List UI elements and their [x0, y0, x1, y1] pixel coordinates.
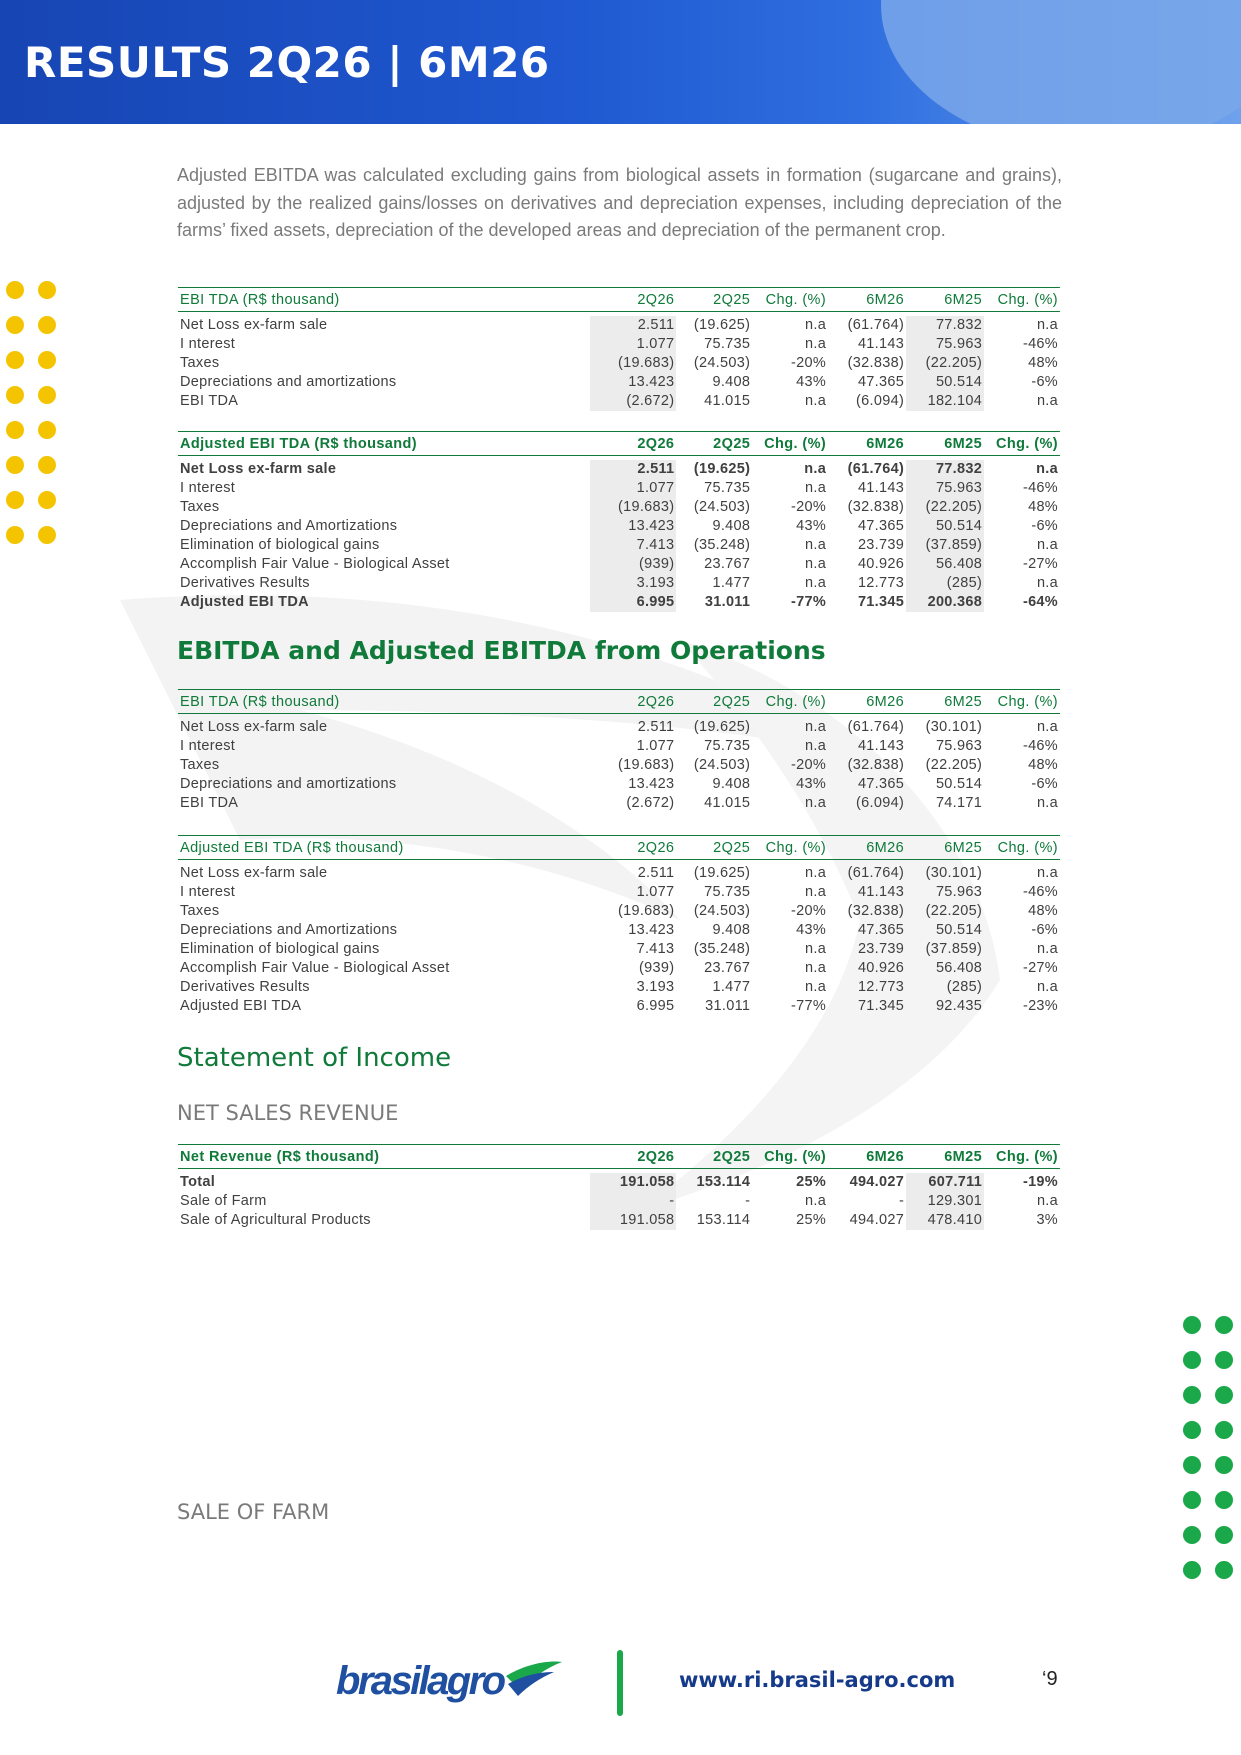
subtitle-sale-of-farm: SALE OF FARM [177, 1500, 330, 1524]
table-cell: n.a [1036, 461, 1058, 477]
table-row [178, 718, 1060, 737]
table-row [178, 737, 1060, 756]
table-cell: 71.345 [857, 998, 905, 1014]
column-header: Chg. (%) [984, 1145, 1060, 1169]
table-cell: 7.413 [636, 941, 675, 957]
table-cell: -6% [1031, 776, 1058, 792]
table-cell: n.a [805, 941, 827, 957]
column-header: 2Q26 [590, 690, 677, 714]
table-cell: 41.143 [857, 738, 905, 754]
column-header: Net Revenue (R$ thousand) [178, 1145, 590, 1169]
table-cell: n.a [805, 738, 827, 754]
column-header: 6M25 [906, 432, 984, 456]
table-cell: 47.365 [857, 374, 905, 390]
row-label: Taxes [180, 757, 220, 773]
table-cell: (35.248) [693, 941, 751, 957]
table-cell: (19.683) [590, 498, 677, 517]
table-header-row [178, 836, 1060, 860]
table-row [178, 978, 1060, 997]
table-cell: -20% [791, 757, 827, 773]
table-cell: n.a [805, 795, 827, 811]
table-cell: (61.764) [847, 317, 905, 333]
table-cell: 43% [796, 518, 827, 534]
section-title-income: Statement of Income [177, 1043, 452, 1073]
table-cell: (285) [946, 979, 983, 995]
table-row [178, 316, 1060, 335]
table-cell: 3.193 [590, 574, 677, 593]
table-cell: 9.408 [712, 922, 751, 938]
column-header: Chg. (%) [752, 690, 828, 714]
table-cell: 7.413 [590, 536, 677, 555]
table-row [178, 517, 1060, 536]
table-cell: 50.514 [906, 373, 984, 392]
table-cell: n.a [805, 1193, 827, 1209]
column-header: Chg. (%) [752, 288, 828, 312]
table-cell: 31.011 [705, 998, 751, 1014]
table-row [178, 959, 1060, 978]
table-cell: n.a [1036, 575, 1058, 591]
table-cell: 75.735 [704, 480, 751, 496]
table-cell: 41.015 [704, 795, 751, 811]
table-row [178, 1211, 1060, 1230]
table-row [178, 921, 1060, 940]
table-cell: 23.739 [857, 537, 905, 553]
table-cell: 92.435 [935, 998, 983, 1014]
row-label: EBI TDA [180, 795, 239, 811]
table-row [178, 1173, 1060, 1192]
column-header: 6M26 [828, 836, 906, 860]
table-row [178, 997, 1060, 1016]
table-cell: n.a [805, 480, 827, 496]
ebitda-table [178, 287, 1060, 411]
table-cell: 40.926 [857, 960, 905, 976]
table-cell: (30.101) [925, 719, 983, 735]
row-label: Depreciations and Amortizations [180, 922, 398, 938]
table-cell: n.a [805, 336, 827, 352]
table-cell: 2.511 [637, 865, 675, 881]
table-row [178, 864, 1060, 883]
row-label: Taxes [180, 355, 220, 371]
table-cell: (2.672) [590, 392, 677, 411]
table-cell: -46% [1022, 480, 1058, 496]
column-header: 6M26 [828, 288, 906, 312]
table-cell: 41.143 [857, 884, 905, 900]
table-cell: (19.625) [693, 865, 751, 881]
table-cell: -46% [1022, 738, 1058, 754]
logo-icon [336, 1650, 566, 1710]
table-cell: 494.027 [849, 1174, 905, 1190]
table-cell: -23% [1022, 998, 1058, 1014]
table-row [178, 354, 1060, 373]
table-cell: -77% [791, 998, 827, 1014]
table-cell: n.a [1036, 941, 1058, 957]
table-cell: 75.963 [906, 479, 984, 498]
column-header: 6M26 [828, 432, 906, 456]
table-header-row [178, 432, 1060, 456]
table-cell: (285) [906, 574, 984, 593]
table-cell: 13.423 [590, 373, 677, 392]
table-cell: (939) [639, 960, 675, 976]
table-cell: 153.114 [696, 1174, 751, 1190]
table-cell: 48% [1028, 903, 1058, 919]
table-cell: (22.205) [906, 354, 984, 373]
table-cell: -77% [791, 594, 827, 610]
table-row [178, 574, 1060, 593]
table-cell: (24.503) [693, 499, 751, 515]
table-cell: n.a [1036, 317, 1058, 333]
table-row [178, 498, 1060, 517]
table-cell: 12.773 [857, 575, 905, 591]
table-cell: n.a [805, 884, 827, 900]
table-cell: -20% [791, 903, 827, 919]
table-cell: 56.408 [935, 960, 983, 976]
row-label: Accomplish Fair Value - Biological Asset [180, 556, 450, 572]
table-cell: 9.408 [712, 518, 751, 534]
column-header: 6M25 [906, 836, 984, 860]
table-cell: (6.094) [856, 795, 905, 811]
table-cell: -19% [1022, 1174, 1058, 1190]
table-cell: 77.832 [906, 316, 984, 335]
table-row [178, 940, 1060, 959]
table-cell: 191.058 [590, 1211, 677, 1230]
table-cell: 74.171 [935, 795, 983, 811]
row-label: Elimination of biological gains [180, 537, 380, 553]
column-header: 2Q25 [676, 836, 752, 860]
column-header: 2Q26 [590, 288, 677, 312]
table-cell: (24.503) [693, 903, 751, 919]
row-label: I nterest [180, 884, 236, 900]
column-header: Chg. (%) [984, 836, 1060, 860]
table-cell: 43% [796, 374, 827, 390]
table-cell: n.a [805, 393, 827, 409]
row-label: Net Loss ex-farm sale [180, 317, 328, 333]
column-header: 2Q25 [676, 690, 752, 714]
table-row [178, 794, 1060, 813]
adjusted-ebitda-table [178, 431, 1060, 612]
table-cell: 200.368 [906, 593, 984, 612]
brasilagro-logo [336, 1650, 566, 1715]
table-cell: -27% [1022, 556, 1058, 572]
table-cell: n.a [1036, 393, 1058, 409]
table-cell: 50.514 [935, 776, 983, 792]
table-cell: (37.859) [906, 536, 984, 555]
intro-paragraph: Adjusted EBITDA was calculated excluding gains from biological assets in formation (sugarcane and grains), adjusted by the realized gains/losses on derivatives and depreciation expenses, including depreciation of the farms’ fixed assets, depreciation of the developed areas and depreciation of the permanent crop. [177, 165, 1062, 240]
table-cell: -6% [1031, 374, 1058, 390]
table-cell: 25% [796, 1174, 827, 1190]
table-row [178, 335, 1060, 354]
column-header: Chg. (%) [752, 1145, 828, 1169]
table-cell: 129.301 [906, 1192, 984, 1211]
table-cell: -20% [791, 355, 827, 371]
table-cell: 607.711 [906, 1173, 984, 1192]
table-cell: 77.832 [906, 460, 984, 479]
net-revenue-table [178, 1144, 1060, 1230]
table-cell: 41.143 [857, 480, 905, 496]
table-cell: 50.514 [906, 517, 984, 536]
header-swoosh [881, 0, 1241, 124]
svg-text:brasilagro: brasilagro [336, 1659, 506, 1703]
table-cell: n.a [805, 556, 827, 572]
table-cell: (19.683) [617, 903, 675, 919]
table-cell: 13.423 [628, 776, 675, 792]
table-cell: (61.764) [847, 719, 905, 735]
table-cell: 23.767 [704, 960, 751, 976]
table-cell: (61.764) [847, 461, 905, 477]
table-cell: 40.926 [857, 556, 905, 572]
row-label: Total [180, 1174, 216, 1190]
row-label: Derivatives Results [180, 575, 310, 591]
table-cell: n.a [1036, 1193, 1058, 1209]
table-cell: n.a [805, 719, 827, 735]
table-cell: (2.672) [626, 795, 675, 811]
table-row [178, 775, 1060, 794]
table-cell: 494.027 [849, 1212, 905, 1228]
row-label: I nterest [180, 336, 236, 352]
header-banner [0, 0, 1241, 124]
column-header: Chg. (%) [984, 432, 1060, 456]
table-cell: 48% [1028, 757, 1058, 773]
table-cell: 2.511 [637, 719, 675, 735]
row-label: Depreciations and amortizations [180, 374, 397, 390]
row-label: Net Loss ex-farm sale [180, 865, 328, 881]
table-cell: n.a [804, 461, 827, 477]
table-cell: (19.625) [693, 719, 751, 735]
table-cell: (939) [590, 555, 677, 574]
table-cell: 47.365 [857, 776, 905, 792]
table-cell: 23.739 [857, 941, 905, 957]
table-cell: 75.735 [704, 738, 751, 754]
table-cell: 41.015 [704, 393, 751, 409]
row-label: I nterest [180, 738, 236, 754]
table-cell: 1.077 [590, 335, 677, 354]
column-header: 2Q25 [676, 432, 752, 456]
table-cell: (19.683) [590, 354, 677, 373]
table-cell: 9.408 [712, 374, 751, 390]
column-header: Adjusted EBI TDA (R$ thousand) [178, 432, 590, 456]
table-cell: (19.625) [693, 317, 751, 333]
table-cell: 43% [796, 922, 827, 938]
table-cell: (32.838) [847, 355, 905, 371]
footer-url-link[interactable]: www.ri.brasil-agro.com [679, 1668, 956, 1692]
table-cell: 56.408 [906, 555, 984, 574]
table-cell: 47.365 [857, 922, 905, 938]
operations-adjusted-ebitda-table [178, 835, 1060, 1016]
table-cell: 75.963 [935, 738, 983, 754]
row-label: Sale of Farm [180, 1193, 267, 1209]
table-cell: (22.205) [906, 498, 984, 517]
table-cell: 2.511 [590, 460, 677, 479]
table-cell: (37.859) [925, 941, 983, 957]
table-cell: (24.503) [693, 757, 751, 773]
decorative-dots-yellow [6, 281, 56, 544]
row-label: EBI TDA [180, 393, 239, 409]
table-cell: (32.838) [847, 903, 905, 919]
table-cell: n.a [1036, 979, 1058, 995]
table-cell: -6% [1031, 922, 1058, 938]
table-cell: 75.963 [935, 884, 983, 900]
column-header: Chg. (%) [752, 432, 828, 456]
table-cell: 43% [796, 776, 827, 792]
row-label: Taxes [180, 499, 220, 515]
table-row [178, 373, 1060, 392]
row-label: Adjusted EBI TDA [180, 594, 309, 610]
column-header: Chg. (%) [752, 836, 828, 860]
column-header: Chg. (%) [984, 288, 1060, 312]
table-cell: 6.995 [590, 593, 677, 612]
column-header: 2Q26 [590, 1145, 677, 1169]
table-cell: n.a [805, 960, 827, 976]
column-header: EBI TDA (R$ thousand) [178, 690, 590, 714]
table-cell: n.a [1036, 865, 1058, 881]
table-cell: 41.143 [857, 336, 905, 352]
table-cell: 478.410 [906, 1211, 984, 1230]
table-row [178, 593, 1060, 612]
section-title-operations: EBITDA and Adjusted EBITDA from Operations [177, 636, 826, 665]
row-label: Derivatives Results [180, 979, 310, 995]
table-cell: 1.077 [636, 738, 675, 754]
table-cell: 13.423 [628, 922, 675, 938]
table-cell: 1.077 [636, 884, 675, 900]
row-label: Depreciations and Amortizations [180, 518, 398, 534]
table-cell: 47.365 [857, 518, 905, 534]
column-header: 6M26 [828, 1145, 906, 1169]
table-cell: 13.423 [590, 517, 677, 536]
table-cell: -6% [1031, 518, 1058, 534]
footer-divider [617, 1650, 623, 1716]
row-label: Net Loss ex-farm sale [180, 461, 337, 477]
row-label: I nterest [180, 480, 236, 496]
table-row [178, 392, 1060, 411]
table-cell: 1.077 [590, 479, 677, 498]
table-cell: 191.058 [590, 1173, 677, 1192]
table-cell: (22.205) [925, 903, 983, 919]
row-label: Depreciations and amortizations [180, 776, 397, 792]
table-header-row [178, 690, 1060, 714]
table-cell: 153.114 [696, 1212, 751, 1228]
table-cell: 25% [796, 1212, 827, 1228]
table-cell: 1.477 [712, 575, 751, 591]
table-cell: 31.011 [704, 594, 751, 610]
table-cell: -20% [791, 499, 827, 515]
table-cell: -46% [1022, 336, 1058, 352]
table-row [178, 460, 1060, 479]
table-cell: (30.101) [925, 865, 983, 881]
column-header: 2Q26 [590, 836, 677, 860]
table-row [178, 479, 1060, 498]
table-cell: (24.503) [693, 355, 751, 371]
table-cell: (19.683) [617, 757, 675, 773]
table-cell: 3.193 [636, 979, 675, 995]
table-cell: -64% [1022, 594, 1058, 610]
table-row [178, 883, 1060, 902]
row-label: Sale of Agricultural Products [180, 1212, 371, 1228]
page-title: RESULTS 2Q26 | 6M26 [24, 38, 550, 87]
table-cell: - [590, 1192, 677, 1211]
table-cell: n.a [1036, 537, 1058, 553]
table-cell: 12.773 [857, 979, 905, 995]
table-cell: n.a [805, 979, 827, 995]
table-cell: 182.104 [906, 392, 984, 411]
table-cell: (32.838) [847, 757, 905, 773]
table-cell: (35.248) [693, 537, 751, 553]
table-cell: 48% [1028, 355, 1058, 371]
table-cell: n.a [1036, 719, 1058, 735]
column-header: 2Q26 [590, 432, 677, 456]
table-cell: - [898, 1193, 905, 1209]
row-label: Net Loss ex-farm sale [180, 719, 328, 735]
table-cell: n.a [805, 865, 827, 881]
table-cell: 3% [1036, 1212, 1058, 1228]
table-cell: n.a [1036, 795, 1058, 811]
table-cell: 9.408 [712, 776, 751, 792]
column-header: 6M26 [828, 690, 906, 714]
row-label: Adjusted EBI TDA [180, 998, 302, 1014]
table-cell: 50.514 [935, 922, 983, 938]
table-cell: (6.094) [856, 393, 905, 409]
table-cell: 71.345 [857, 594, 905, 610]
table-cell: 75.735 [704, 884, 751, 900]
table-cell: n.a [805, 537, 827, 553]
table-cell: -27% [1022, 960, 1058, 976]
subtitle-net-sales: NET SALES REVENUE [177, 1101, 399, 1125]
column-header: 2Q25 [676, 1145, 752, 1169]
table-cell: 75.963 [906, 335, 984, 354]
operations-ebitda-table [178, 689, 1060, 813]
table-cell: 48% [1028, 499, 1058, 515]
row-label: Elimination of biological gains [180, 941, 380, 957]
table-cell: 1.477 [712, 979, 751, 995]
page-number: ‘9 [1042, 1668, 1058, 1690]
column-header: 6M25 [906, 690, 984, 714]
table-row [178, 756, 1060, 775]
table-cell: 23.767 [704, 556, 751, 572]
column-header: EBI TDA (R$ thousand) [178, 288, 590, 312]
table-row [178, 902, 1060, 921]
table-cell: (32.838) [847, 499, 905, 515]
column-header: Chg. (%) [984, 690, 1060, 714]
row-label: Taxes [180, 903, 220, 919]
table-row [178, 536, 1060, 555]
table-cell: n.a [805, 317, 827, 333]
column-header: 6M25 [906, 288, 984, 312]
row-label: Accomplish Fair Value - Biological Asset [180, 960, 450, 976]
table-cell: (19.625) [693, 461, 751, 477]
table-cell: -46% [1022, 884, 1058, 900]
table-row [178, 555, 1060, 574]
table-cell: 2.511 [590, 316, 677, 335]
decorative-dots-green [1183, 1316, 1233, 1579]
table-cell: - [745, 1193, 751, 1209]
column-header: 6M25 [906, 1145, 984, 1169]
table-cell: (61.764) [847, 865, 905, 881]
table-cell: (22.205) [925, 757, 983, 773]
table-header-row [178, 1145, 1060, 1169]
column-header: 2Q25 [676, 288, 752, 312]
table-header-row [178, 288, 1060, 312]
column-header: Adjusted EBI TDA (R$ thousand) [178, 836, 590, 860]
table-cell: 6.995 [636, 998, 675, 1014]
table-row [178, 1192, 1060, 1211]
table-cell: n.a [805, 575, 827, 591]
table-cell: 75.735 [704, 336, 751, 352]
